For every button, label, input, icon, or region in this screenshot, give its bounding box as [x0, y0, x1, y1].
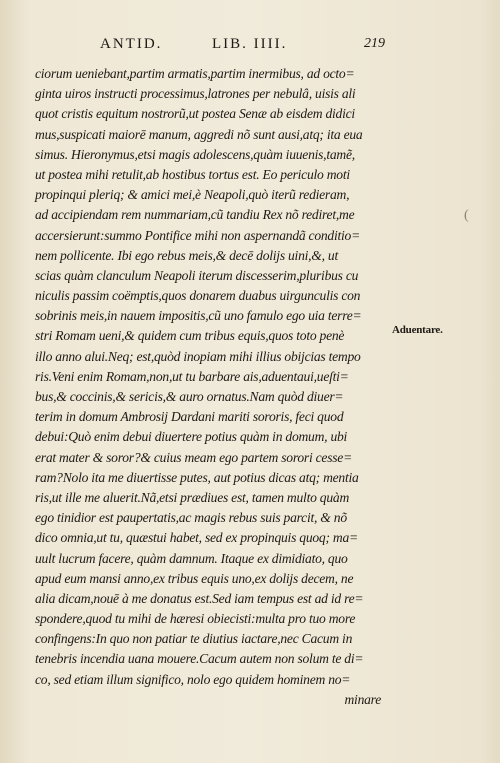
text-line: ut postea mihi retulit,ab hostibus tortus est. Eo periculo moti	[35, 166, 350, 182]
text-line: alia dicam,nouē à me donatus est.Sed iam tempus est ad id re=	[35, 590, 364, 606]
text-line: sobrinis meis,in nauem impositis,cũ uno famulo ego uia terre=	[35, 308, 362, 324]
header-book: LIB. IIII.	[212, 36, 288, 52]
text-line: ram?Nolo ita me diuertisse putes, aut potius dicas atq; mentia	[35, 469, 359, 485]
text-line: propinqui pleriq; & amici mei,è Neapoli,quò iterũ redieram,	[35, 187, 350, 203]
text-line: illo anno alui.Neq; est,quòd inopiam mihi illius obijcias tempo	[35, 348, 361, 364]
header-title: ANTID.	[100, 36, 163, 52]
text-line: quot cristis equitum nostrorũ,ut postea Senæ ab eisdem didici	[35, 106, 355, 122]
marginal-note: Aduentare.	[392, 324, 443, 336]
text-line: bus,& coccinis,& sericis,& auro ornatus.Nam quòd diuer=	[35, 389, 344, 404]
text-line: stri Romam ueni,& quidem cum tribus equis,quos toto penè	[35, 328, 345, 344]
text-line: uult lucrum facere, quàm damnum. Itaque ex dimidiato, quo	[35, 550, 348, 566]
text-line: accersierunt:summo Pontifice mihi non aspernandã conditio=	[35, 227, 361, 243]
text-line: minare	[344, 691, 381, 707]
edge-mark: (	[464, 208, 469, 223]
text-line: scias quàm clanculum Neapoli iterum discesserim,pluribus cu	[35, 267, 359, 283]
text-line: debui:Quò enim debui diuertere potius quàm in domum, ubi	[35, 429, 348, 445]
text-line: dico omnia,ut tu, quæstui habet, sed ex propinquis quoq; ma=	[35, 530, 358, 546]
text-line: ris,ut ille me aluerit.Nã,etsi prædiues est, tamen multo quàm	[35, 489, 350, 505]
text-line: mus,suspicati maiorē manum, aggredi nõ sunt ausi,atq; ita eua	[35, 126, 363, 142]
text-line: apud eum mansi anno,ex tribus equis uno,ex dolijs decem, ne	[35, 570, 354, 586]
text-line: confingens:In quo non patiar te diutius iactare,nec Cacum in	[35, 631, 353, 647]
main-text-block	[35, 64, 389, 710]
page-number: 219	[364, 36, 385, 51]
text-line: simus. Hieronymus,etsi magis adolescens,quàm iuuenis,tamẽ,	[35, 146, 355, 162]
text-line: ego tinidior est paupertatis,ac magis rebus suis parcit, & nõ	[35, 510, 347, 526]
text-line: ciorum ueniebant,partim armatis,partim inermibus, ad octo=	[35, 66, 355, 81]
text-line: nem pollicente. Ibi ego rebus meis,& decē dolijs uini,&, ut	[35, 247, 339, 263]
running-header	[100, 36, 390, 56]
text-line: spondere,quod tu mihi de hæresi obiecisti:multa pro tuo more	[35, 611, 356, 627]
text-line: tenebris incendia uana mouere.Cacum autem non solum te di=	[35, 651, 364, 667]
text-line: ginta uiros instructi processimus,latrones per nebulâ, uisis ali	[35, 86, 356, 102]
text-line: terim in domum Ambrosij Dardani mariti sororis, feci quod	[35, 409, 344, 425]
text-line: co, sed etiam illum significo, nolo ego quidem hominem no=	[35, 671, 351, 687]
text-line: niculis passim coëmptis,quos donarem duabus uirgunculis con	[35, 288, 361, 304]
text-line: erat mater & soror?& cuius meam ego partem sorori cesse=	[35, 449, 352, 465]
text-line: ad accipiendam rem nummariam,cũ tandiu Rex nõ rediret,me	[35, 207, 355, 223]
text-line: ris.Veni enim Romam,non,ut tu barbare ais,aduentaui,ueſti=	[35, 368, 349, 384]
